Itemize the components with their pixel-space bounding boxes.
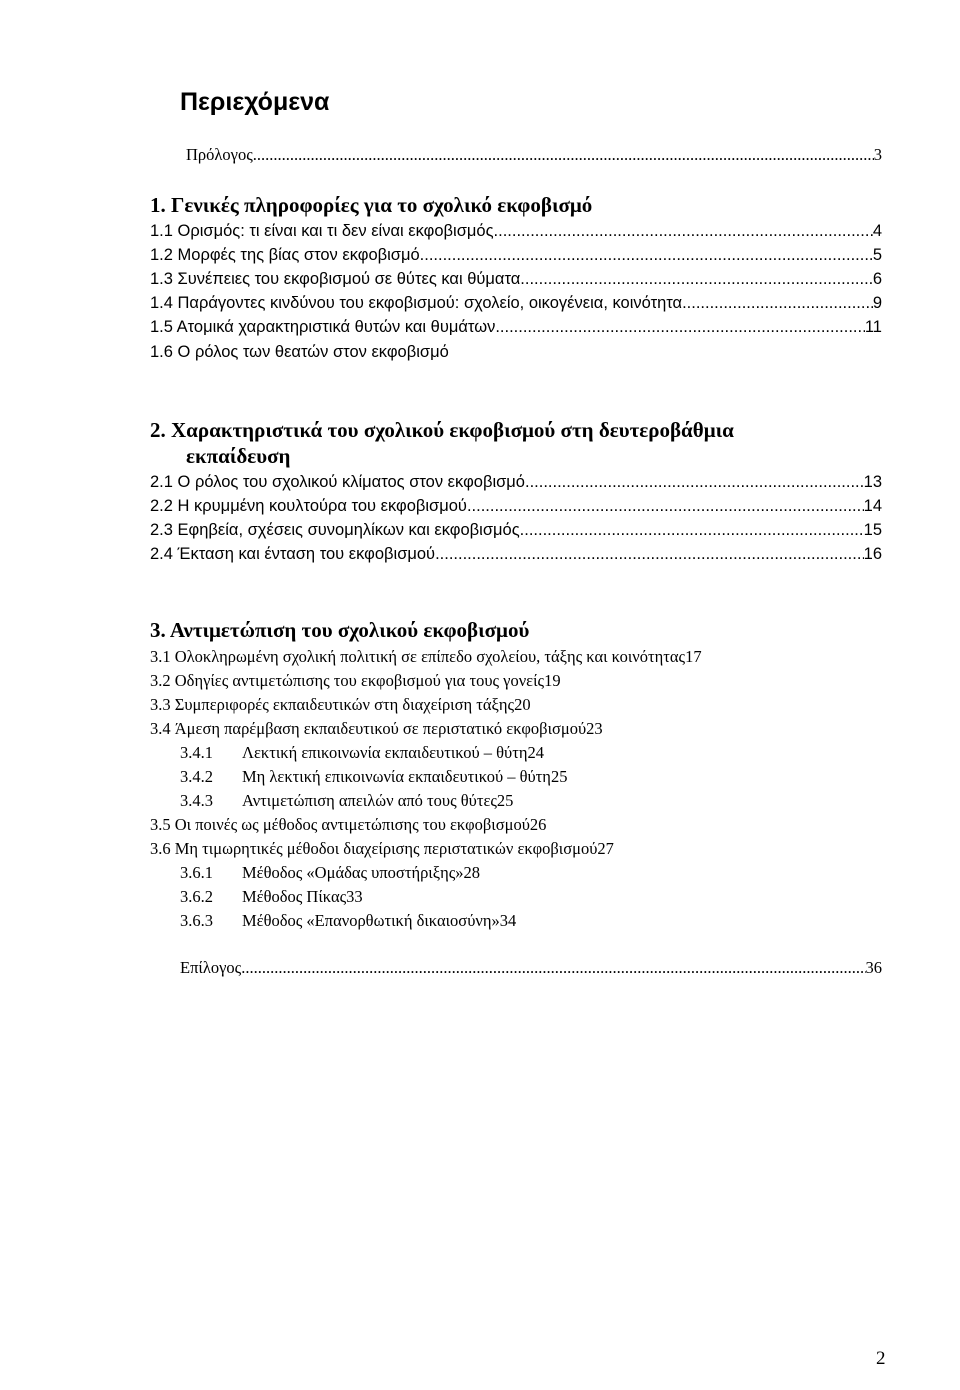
- toc-entry-3-3[interactable]: [150, 695, 882, 715]
- toc-entry-2-4[interactable]: [150, 545, 882, 565]
- toc-entry-3-2[interactable]: [150, 671, 882, 691]
- toc-entry-number: 3.2: [150, 671, 171, 690]
- toc-entry-number: 3.3: [150, 695, 171, 714]
- toc-entry-page: 17: [685, 647, 702, 666]
- toc-leader: [495, 318, 865, 337]
- toc-entry-3-6-3[interactable]: [180, 911, 882, 931]
- toc-entry-label: 1.5 Ατομικά χαρακτηριστικά θυτών και θυμάτων: [150, 318, 496, 336]
- toc-entry-prologue[interactable]: [186, 145, 882, 165]
- toc-entry-label: Μη λεκτική επικοινωνία εκπαιδευτικού – θύτη: [242, 767, 551, 786]
- toc-entry-3-6[interactable]: [150, 839, 882, 859]
- toc-entry-label: 1.1 Ορισμός: τι είναι και τι δεν είναι εκφοβισμός: [150, 222, 494, 240]
- toc-leader: [241, 958, 865, 978]
- toc-entry-label: Μη τιμωρητικές μέθοδοι διαχείρισης περιστατικών εκφοβισμού: [174, 839, 598, 858]
- toc-leader: [525, 473, 864, 492]
- toc-entry-label: 1.3 Συνέπειες του εκφοβισμού σε θύτες και θύματα: [150, 270, 521, 288]
- toc-entry-page: 15: [863, 521, 882, 539]
- toc-entry-3-4-1[interactable]: [180, 743, 882, 763]
- toc-entry-page: 20: [514, 695, 531, 714]
- toc-entry-label: 2.2 Η κρυμμένη κουλτούρα του εκφοβισμού: [150, 497, 467, 515]
- toc-entry-label: 1.6 Ο ρόλος των θεατών στον εκφοβισμό: [150, 343, 449, 361]
- toc-entry-label: Αντιμετώπιση απειλών από τους θύτες: [242, 791, 497, 810]
- toc-entry-1-5[interactable]: [150, 318, 882, 338]
- toc-entry-page: 36: [865, 958, 882, 977]
- toc-entry-page: 23: [586, 719, 603, 738]
- toc-entry-number: 3.4.1: [180, 743, 213, 762]
- toc-entry-number: 3.5: [150, 815, 171, 834]
- chapter-2-heading: 2. Χαρακτηριστικά του σχολικού εκφοβισμού στη δευτεροβάθμια: [150, 418, 734, 442]
- toc-entry-page: 25: [496, 791, 514, 810]
- toc-entry-label: Λεκτική επικοινωνία εκπαιδευτικού – θύτη: [242, 743, 528, 762]
- toc-entry-3-4-3[interactable]: [180, 791, 882, 811]
- toc-leader: [435, 545, 864, 564]
- toc-entry-number: 3.6.3: [180, 911, 213, 930]
- toc-entry-number: 3.6.2: [180, 887, 213, 906]
- toc-entry-number: 3.6: [150, 839, 171, 858]
- toc-leader: [520, 270, 873, 289]
- toc-entry-1-6[interactable]: [150, 343, 449, 363]
- page-number: 2: [876, 1348, 886, 1369]
- toc-entry-label: Πρόλογος: [186, 145, 253, 164]
- toc-entry-epilogue[interactable]: [180, 958, 882, 978]
- toc-entry-page: 26: [529, 815, 547, 834]
- toc-entry-number: 3.4: [150, 719, 171, 738]
- toc-entry-2-2[interactable]: [150, 497, 882, 517]
- toc-entry-label: Άμεση παρέμβαση εκπαιδευτικού σε περιστατικό εκφοβισμού: [174, 719, 587, 738]
- toc-entry-3-5[interactable]: [150, 815, 882, 835]
- toc-leader: [420, 246, 873, 265]
- toc-entry-label: Οι ποινές ως μέθοδος αντιμετώπισης του εκφοβισμού: [174, 815, 530, 834]
- toc-leader: [494, 222, 873, 241]
- chapter-1-heading: 1. Γενικές πληροφορίες για το σχολικό εκφοβισμό: [150, 193, 593, 217]
- toc-entry-page: 24: [527, 743, 544, 762]
- toc-entry-label: 2.4 Έκταση και ένταση του εκφοβισμού: [150, 545, 436, 563]
- toc-entry-page: 5: [872, 246, 882, 264]
- toc-entry-label: Οδηγίες αντιμετώπισης του εκφοβισμού για τους γονείς: [174, 671, 545, 690]
- toc-entry-label: Επίλογος: [180, 958, 242, 977]
- toc-entry-3-4[interactable]: [150, 719, 882, 739]
- toc-entry-label: Μέθοδος Πίκας: [242, 887, 347, 906]
- toc-leader: [467, 497, 864, 516]
- toc-entry-page: 11: [864, 318, 882, 336]
- toc-entry-page: 27: [597, 839, 614, 858]
- toc-entry-page: 3: [873, 145, 882, 164]
- toc-entry-label: 1.4 Παράγοντες κινδύνου του εκφοβισμού: σχολείο, οικογένεια, κοινότητα: [150, 294, 683, 312]
- toc-entry-page: 19: [544, 671, 561, 690]
- toc-entry-page: 33: [346, 887, 363, 906]
- toc-entry-1-2[interactable]: [150, 246, 882, 266]
- toc-entry-page: 16: [863, 545, 882, 563]
- page-title: Περιεχόμενα: [180, 88, 330, 116]
- toc-entry-1-4[interactable]: [150, 294, 882, 314]
- toc-entry-1-3[interactable]: [150, 270, 882, 290]
- toc-entry-page: 25: [550, 767, 568, 786]
- toc-entry-label: Μέθοδος «Επανορθωτική δικαιοσύνη»: [242, 911, 500, 930]
- toc-entry-label: 2.1 Ο ρόλος του σχολικού κλίματος στον εκφοβισμό: [150, 473, 525, 491]
- chapter-2-heading-cont: εκπαίδευση: [186, 444, 291, 468]
- toc-entry-number: 3.4.2: [180, 767, 213, 786]
- toc-entry-label: 1.2 Μορφές της βίας στον εκφοβισμό: [150, 246, 420, 264]
- toc-entry-label: 2.3 Εφηβεία, σχέσεις συνομηλίκων και εκφοβισμός: [150, 521, 520, 539]
- toc-entry-label: Ολοκληρωμένη σχολική πολιτική σε επίπεδο σχολείου, τάξης και κοινότητας: [174, 647, 686, 666]
- toc-entry-3-4-2[interactable]: [180, 767, 882, 787]
- toc-entry-3-1[interactable]: [150, 647, 882, 667]
- toc-entry-1-1[interactable]: [150, 222, 882, 242]
- toc-entry-page: 13: [863, 473, 882, 491]
- toc-entry-page: 4: [872, 222, 882, 240]
- toc-entry-page: 9: [872, 294, 882, 312]
- toc-leader: [520, 521, 864, 540]
- toc-entry-label: Συμπεριφορές εκπαιδευτικών στη διαχείριση τάξης: [174, 695, 515, 714]
- toc-entry-page: 34: [499, 911, 517, 930]
- toc-entry-number: 3.6.1: [180, 863, 213, 882]
- toc-entry-page: 28: [463, 863, 481, 882]
- toc-entry-label: Μέθοδος «Ομάδας υποστήριξης»: [242, 863, 464, 882]
- toc-entry-number: 3.1: [150, 647, 171, 666]
- toc-leader: [253, 145, 874, 165]
- toc-entry-3-6-1[interactable]: [180, 863, 882, 883]
- toc-entry-number: 3.4.3: [180, 791, 213, 810]
- chapter-3-heading: 3. Αντιμετώπιση του σχολικού εκφοβισμού: [150, 618, 530, 642]
- toc-entry-page: 6: [872, 270, 882, 288]
- toc-entry-page: 14: [863, 497, 882, 515]
- toc-entry-2-3[interactable]: [150, 521, 882, 541]
- toc-entry-2-1[interactable]: [150, 473, 882, 493]
- toc-leader: [682, 294, 873, 313]
- toc-entry-3-6-2[interactable]: [180, 887, 882, 907]
